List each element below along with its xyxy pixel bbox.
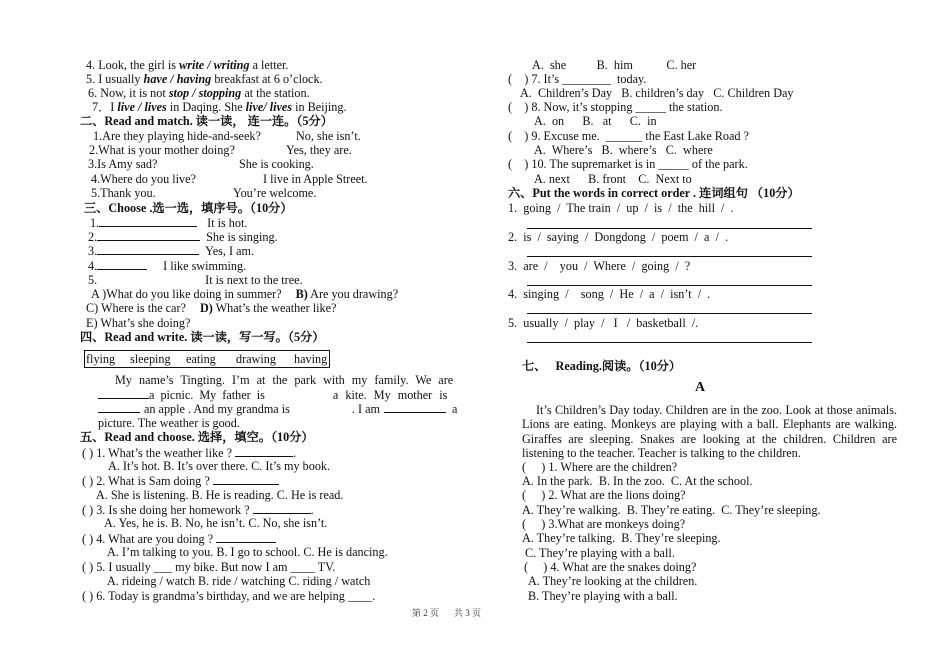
match-left-3: 3.Is Amy sad?	[88, 157, 158, 171]
choose-options-ab	[91, 287, 398, 301]
num: 4.	[88, 259, 98, 273]
mc-question: ( ) 9. Excuse me. ______ the East Lake Road ?	[508, 129, 749, 143]
answer-line[interactable]	[527, 256, 812, 257]
option-text: stop / stopping	[168, 86, 242, 100]
answer-blank[interactable]	[213, 473, 279, 485]
text: 6. Now, it is not	[88, 86, 169, 100]
choose-item-4	[88, 258, 246, 273]
answer-line[interactable]	[527, 342, 812, 343]
order-item-1: 1. going / The train / up / is / the hill / .	[508, 201, 734, 215]
answer-line[interactable]	[527, 228, 812, 229]
mc-question: ( ) 10. The supremarket is in _____ of the park.	[508, 157, 748, 171]
match-left-5: 5.Thank you.	[91, 186, 156, 200]
mc-question: ( ) 5. I usually ___ my bike. But now I am ____ TV.	[82, 560, 336, 574]
mc-options: A. Children’s Day B. children’s day C. Children Day	[520, 86, 794, 100]
answer-blank[interactable]	[97, 272, 199, 284]
page-total: 共 3 页	[454, 608, 482, 618]
order-item-3: 3. are / you / Where / going / ?	[508, 259, 691, 273]
mc-question: ( ) 3. Is she doing her homework ? .	[82, 503, 314, 517]
passage-label: A	[694, 380, 706, 395]
mc-options: A. rideing / watch B. ride / watching C. riding / watch	[107, 574, 371, 588]
mc-options: A. Where’s B. where’s C. where	[534, 143, 713, 157]
text: in Daqing. She	[166, 100, 246, 114]
mc-question: ( ) 6. Today is grandma’s birthday, and we are helping ____.	[82, 589, 376, 603]
choose-options-e: E) What’s she doing?	[86, 316, 191, 330]
text: D)	[199, 301, 213, 315]
text: I like swimming.	[163, 259, 247, 273]
text: It is next to the tree.	[205, 273, 303, 287]
text: ( ) 4. What are you doing ?	[82, 532, 214, 546]
answer-blank[interactable]	[97, 229, 200, 241]
choose-item-1	[90, 215, 247, 230]
word-bank-item: drawing	[236, 352, 276, 366]
option-text: write / writing	[179, 58, 250, 72]
text: 4. Look, the girl is	[86, 58, 180, 72]
num: 3.	[88, 244, 98, 258]
option-text: live / lives	[117, 100, 167, 114]
mc-question: ( ) 7. It’s ________ today.	[508, 72, 647, 86]
answer-blank[interactable]	[235, 445, 293, 457]
section-6-title: 六、Put the words in correct order . 连词组句 （10分）	[508, 186, 800, 200]
text: She is singing.	[206, 230, 278, 244]
answer-line[interactable]	[527, 313, 812, 314]
mc-question: ( ) 1. What’s the weather like ? .	[82, 446, 297, 460]
answer-blank[interactable]	[97, 243, 199, 255]
match-left-1: 1.Are they playing hide-and-seek?	[93, 129, 261, 143]
mc-options: A. next B. front C. Next to	[534, 172, 692, 186]
q5-line	[86, 72, 323, 86]
answer-blank[interactable]	[216, 531, 276, 543]
text: C) Where is the car?	[86, 301, 186, 315]
reading-passage: It’s Children’s Day today. Children are in the zoo. Look at those animals. Lions are eating. Monkeys are playing with a ball. Elephants are walking. Giraffes are sleeping. Snakes are looking at the children. Children are listening to the teacher. Teacher is talking to the children.	[522, 403, 897, 461]
text: a picnic. My father is	[149, 388, 265, 402]
word-bank-item: having	[294, 352, 328, 366]
mc-question	[82, 473, 279, 488]
section-4-title: 四、Read and write. 读一读，写一写。（5分）	[80, 330, 325, 344]
reading-question: ( ) 4. What are the snakes doing?	[524, 560, 697, 574]
mc-question	[82, 531, 276, 546]
reading-question: ( ) 3.What are monkeys doing?	[522, 517, 686, 531]
text: an apple . And my grandma is	[144, 402, 290, 416]
match-left-4: 4.Where do you live?	[91, 172, 196, 186]
mc-question: ( ) 8. Now, it’s stopping _____ the station.	[508, 100, 723, 114]
match-right-4: I live in Apple Street.	[263, 172, 368, 186]
text: at the station.	[241, 86, 310, 100]
text: Yes, I am.	[205, 244, 255, 258]
word-bank-item: eating	[186, 352, 216, 366]
option-text: live/ lives	[245, 100, 293, 114]
match-right-3: She is cooking.	[239, 157, 314, 171]
match-right-5: You’re welcome.	[233, 186, 317, 200]
reading-options: B. They’re playing with a ball.	[528, 589, 678, 603]
word-bank-box	[84, 350, 330, 368]
mc-options: A. I’m talking to you. B. I go to school. C. He is dancing.	[107, 545, 388, 559]
reading-question: ( ) 2. What are the lions doing?	[522, 488, 686, 502]
text: Are you drawing?	[307, 287, 399, 301]
num: 5.	[88, 273, 98, 287]
match-right-2: Yes, they are.	[286, 143, 352, 157]
section-7-title: 七、 Reading.阅读。（10分）	[522, 359, 682, 373]
num: 2.	[88, 230, 98, 244]
section-5-title: 五、Read and choose. 选择，填空。（10分）	[80, 430, 314, 444]
order-item-4: 4. singing / song / He / a / isn’t / .	[508, 287, 711, 301]
match-right-1: No, she isn’t.	[296, 129, 361, 143]
passage-line-1: My name’s Tingting. I’m at the park with my family. We are	[115, 373, 454, 387]
order-item-2: 2. is / saying / Dongdong / poem / a / .	[508, 230, 729, 244]
word-bank-item: sleeping	[130, 352, 171, 366]
section-2-title: 二、Read and match. 读一读， 连一连。（5分）	[80, 114, 333, 128]
choose-item-2	[88, 229, 278, 244]
reading-options: C. They’re playing with a ball.	[522, 546, 675, 560]
section-3-title: 三、Choose .选一选，填序号。（10分）	[84, 201, 293, 215]
text: ( ) 2. What is Sam doing ?	[82, 474, 210, 488]
text: a	[451, 402, 458, 416]
page-number: 第 2 页	[412, 608, 440, 618]
answer-blank[interactable]	[253, 502, 311, 514]
reading-question: ( ) 1. Where are the children?	[522, 460, 678, 474]
choose-options-cd	[86, 301, 336, 315]
answer-blank[interactable]	[98, 401, 140, 413]
answer-blank[interactable]	[97, 258, 147, 270]
reading-options: A. They’re looking at the children.	[528, 574, 698, 588]
answer-blank[interactable]	[99, 215, 197, 227]
text: 7．I	[92, 100, 118, 114]
text: in Beijing.	[292, 100, 347, 114]
passage-line-3	[98, 401, 457, 416]
q7-line	[92, 100, 347, 114]
reading-options: A. They’re walking. B. They’re eating. C. They’re sleeping.	[522, 503, 821, 517]
option-text: have / having	[143, 72, 212, 86]
q6-line	[88, 86, 310, 100]
passage-line-4: picture. The weather is good.	[98, 416, 240, 430]
passage-line-2	[98, 387, 447, 402]
q4-line	[86, 58, 288, 72]
text: What’s the weather like?	[212, 301, 337, 315]
text: It is hot.	[207, 216, 248, 230]
choose-item-5	[88, 272, 303, 287]
text: a kite. My mother is	[332, 388, 448, 402]
match-left-2: 2.What is your mother doing?	[89, 143, 235, 157]
text: ( ) 1. What’s the weather like ?	[82, 446, 233, 460]
text: a letter.	[249, 58, 289, 72]
text: 5. I usually	[86, 72, 144, 86]
answer-line[interactable]	[527, 285, 812, 286]
mc-options: A. on B. at C. in	[534, 114, 657, 128]
mc-options: A. she B. him C. her	[532, 58, 697, 72]
mc-options: A. Yes, he is. B. No, he isn’t. C. No, she isn’t.	[104, 516, 328, 530]
text: A )What do you like doing in summer?	[91, 287, 282, 301]
mc-options: A. It’s hot. B. It’s over there. C. It’s my book.	[108, 459, 331, 473]
text: breakfast at 6 o’clock.	[211, 72, 323, 86]
text: . I am	[351, 402, 380, 416]
reading-options: A. They’re talking. B. They’re sleeping.	[522, 531, 721, 545]
text: B)	[295, 287, 308, 301]
num: 1.	[90, 216, 100, 230]
word-bank-item: flying	[86, 352, 116, 366]
choose-item-3	[88, 243, 254, 258]
answer-blank[interactable]	[98, 387, 149, 399]
order-item-5: 5. usually / play / I / basketball /.	[508, 316, 699, 330]
reading-options: A. In the park. B. In the zoo. C. At the school.	[522, 474, 753, 488]
text: ( ) 3. Is she doing her homework ?	[82, 503, 250, 517]
answer-blank[interactable]	[384, 401, 446, 413]
mc-options: A. She is listening. B. He is reading. C. He is read.	[96, 488, 344, 502]
